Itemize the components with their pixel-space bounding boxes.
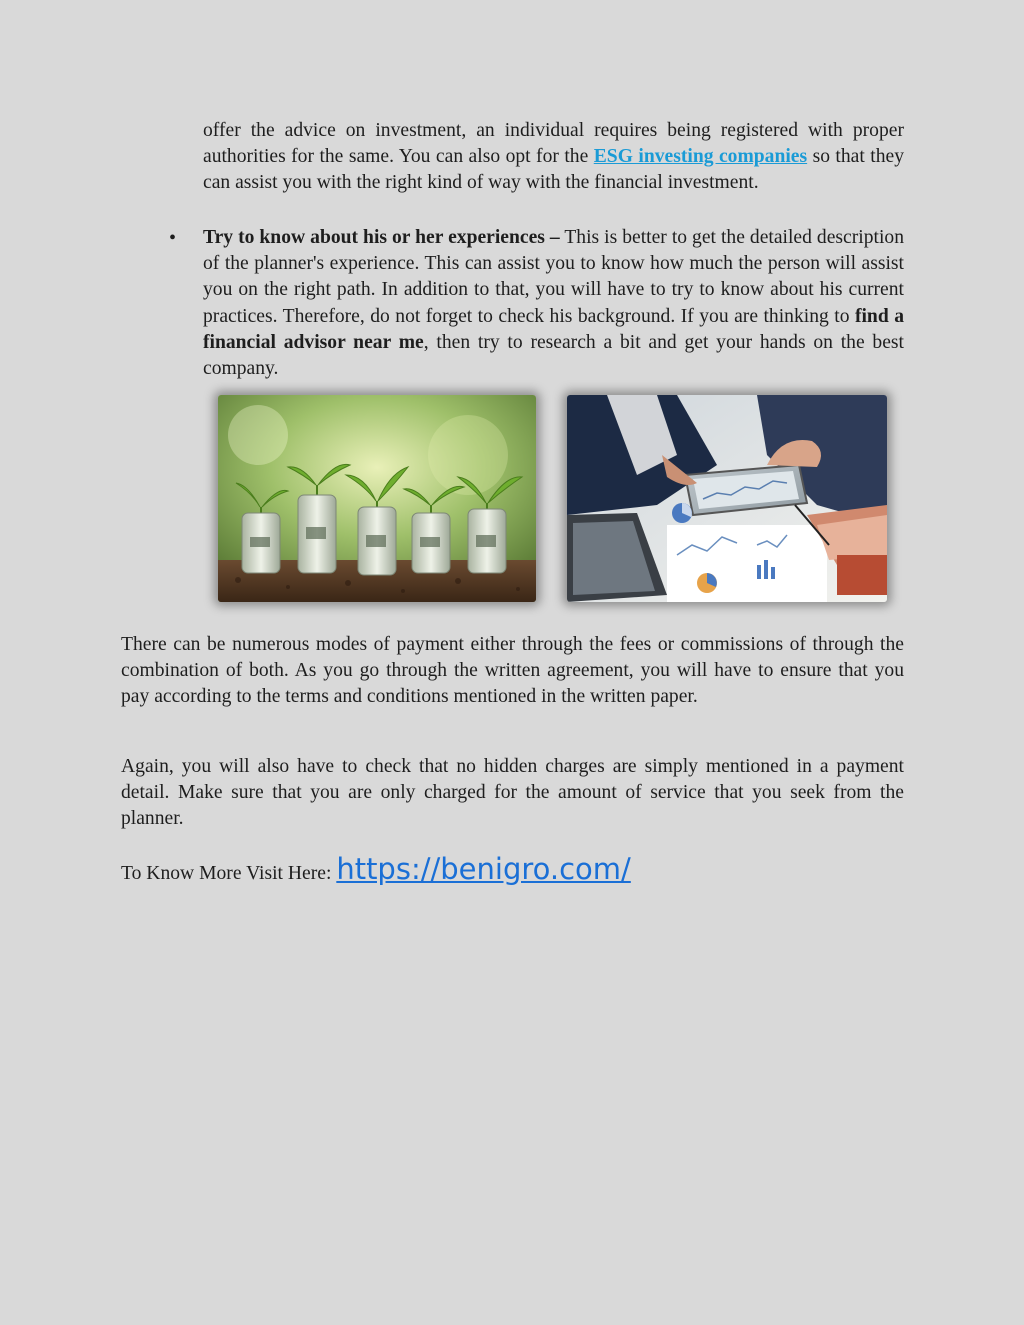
bullet-text-1: This is better to get the detailed description of the planner's experience. This can assist you to know how much the person will assist you on the right path. In addition to that, you will have to try to know about his current practices. Therefore, do not forget to check his background. If you are thinking to [203, 227, 904, 327]
paragraph-hidden-charges: Again, you will also have to check that no hidden charges are simply mentioned in a payment detail. Make sure that you are only charged for the amount of service that you seek from the planner. [121, 756, 904, 830]
benigro-link[interactable]: https://benigro.com/ [336, 852, 631, 886]
money-plants-photo [218, 395, 536, 602]
esg-investing-link[interactable]: ESG investing companies [593, 146, 808, 168]
bullet-marker: • [169, 227, 177, 249]
footer-label: To Know More Visit Here: [121, 863, 337, 884]
image-row [218, 395, 888, 602]
continued-text-after-link: so that they can assist you with the right kind of way with the financial investment. [203, 146, 904, 194]
footer-visit-line [121, 852, 904, 896]
continued-paragraph [203, 118, 904, 197]
bullet-bold-phrase: find a financial advisor near me [203, 305, 904, 353]
financial-meeting-photo [567, 395, 887, 602]
continued-text-before-link: offer the advice on investment, an individual requires being registered with proper authorities for the same. You can also opt for the [203, 120, 904, 168]
paragraph-payment-modes: There can be numerous modes of payment either through the fees or commissions of through the combination of both. As you go through the written agreement, you will have to ensure that you pay according to the terms and conditions mentioned in the written paper. [121, 634, 904, 708]
bullet-item-experiences [169, 225, 904, 382]
bullet-heading: Try to know about his or her experiences – [203, 227, 560, 248]
bullet-text-2: , then try to research a bit and get your hands on the best company. [203, 331, 904, 380]
